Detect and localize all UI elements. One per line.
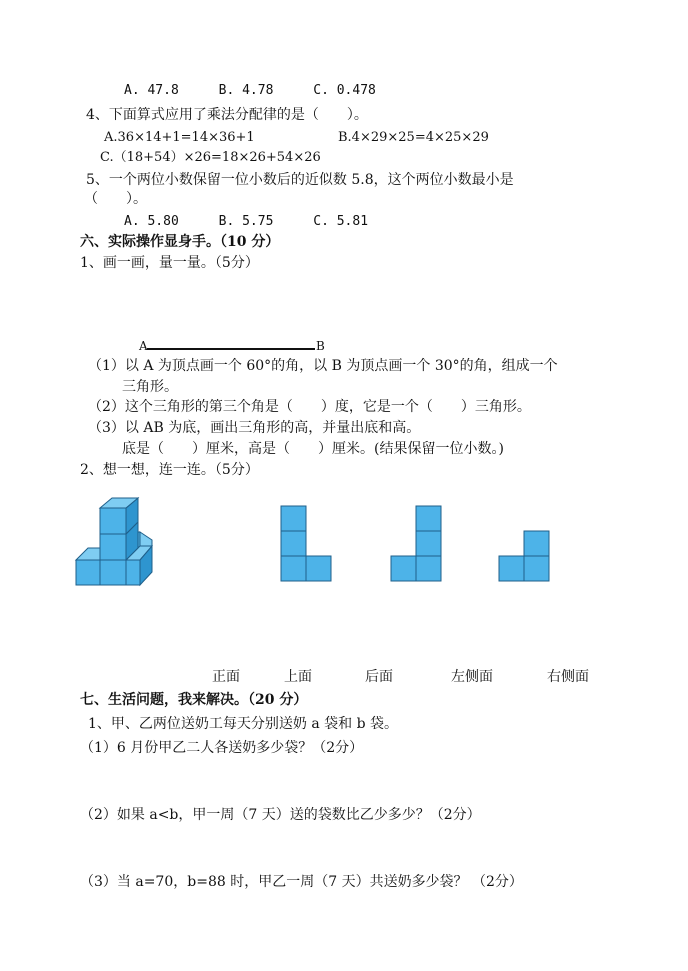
s7-sub2: （2）如果 a<b，甲一周（7 天）送的袋数比乙少多少？（2分） <box>80 807 481 823</box>
q5-option-c: C. 5.81 <box>313 214 369 229</box>
cube-face <box>126 560 140 585</box>
q4-option-a: A.36×14+1=14×36+1 <box>104 130 255 145</box>
s6-sub3-line2: 底是（ ）厘米，高是（ ）厘米。(结果保留一位小数。) <box>122 441 504 457</box>
q5-option-b: B. 5.75 <box>218 214 274 229</box>
s6-sub1-line2: 三角形。 <box>122 379 178 395</box>
cube-face <box>76 560 100 585</box>
view-shape-1 <box>280 505 334 585</box>
square-cell <box>416 531 441 556</box>
square-cell <box>306 556 331 581</box>
q3-option-c: C. 0.478 <box>313 83 376 98</box>
s7-q1-title: 1、甲、乙两位送奶工每天分别送奶 a 袋和 b 袋。 <box>88 716 399 732</box>
s7-sub3: （3）当 a=70，b=88 时，甲乙一周（7 天）共送奶多少袋？ （2分） <box>80 874 523 890</box>
cube-face <box>100 534 126 560</box>
section6-title: 六、实际操作显身手。（10 分） <box>80 234 280 250</box>
square-cell <box>281 531 306 556</box>
s6-sub1-line1: （1）以 A 为顶点画一个 60°的角，以 B 为顶点画一个 30°的角，组成一个 <box>88 358 558 374</box>
segment-ab <box>147 348 315 350</box>
view-shape-3 <box>498 530 552 584</box>
view-label-right: 右侧面 <box>547 669 589 685</box>
view-label-front: 正面 <box>212 669 240 685</box>
q3-option-b: B. 4.78 <box>218 83 274 98</box>
q4-option-c: C.（18+54）×26=18×26+54×26 <box>100 150 321 165</box>
square-cell <box>524 556 549 581</box>
section7-title: 七、生活问题，我来解决。（20 分） <box>80 692 308 708</box>
s7-sub1: （1）6 月份甲乙二人各送奶多少袋？（2分） <box>80 740 364 756</box>
point-b-label: B <box>316 339 325 353</box>
cube-stack-figure <box>74 496 158 588</box>
view-label-top: 上面 <box>284 669 312 685</box>
point-a-label: A <box>139 339 148 353</box>
square-cell <box>499 556 524 581</box>
view-shape-2 <box>389 505 443 585</box>
q5-stem-cont: （ ）。 <box>84 191 147 207</box>
s6-q1-title: 1、画一画，量一量。（5分） <box>80 255 259 271</box>
square-cell <box>416 556 441 581</box>
s6-sub2: （2）这个三角形的第三个角是（ ）度，它是一个（ ）三角形。 <box>88 399 531 415</box>
square-cell <box>281 506 306 531</box>
q5-option-a: A. 5.80 <box>124 214 179 229</box>
square-cell <box>391 556 416 581</box>
view-label-left: 左侧面 <box>451 669 493 685</box>
q4-stem: 4、下面算式应用了乘法分配律的是（ ）。 <box>86 107 368 123</box>
cube-face <box>100 560 126 585</box>
cube-face <box>100 508 126 534</box>
view-label-back: 后面 <box>365 669 393 685</box>
q5-options <box>124 213 400 231</box>
square-cell <box>281 556 306 581</box>
q3-option-a: A. 47.8 <box>124 83 179 98</box>
q4-option-b: B.4×29×25=4×25×29 <box>338 130 489 145</box>
q5-stem: 5、一个两位小数保留一位小数后的近似数 5.8，这个两位小数最小是 <box>86 172 514 188</box>
square-cell <box>524 531 549 556</box>
s6-q2-title: 2、想一想，连一连。（5分） <box>80 462 259 478</box>
square-cell <box>416 506 441 531</box>
q3-options <box>124 82 408 100</box>
s6-sub3-line1: （3）以 AB 为底，画出三角形的高，并量出底和高。 <box>88 420 421 436</box>
